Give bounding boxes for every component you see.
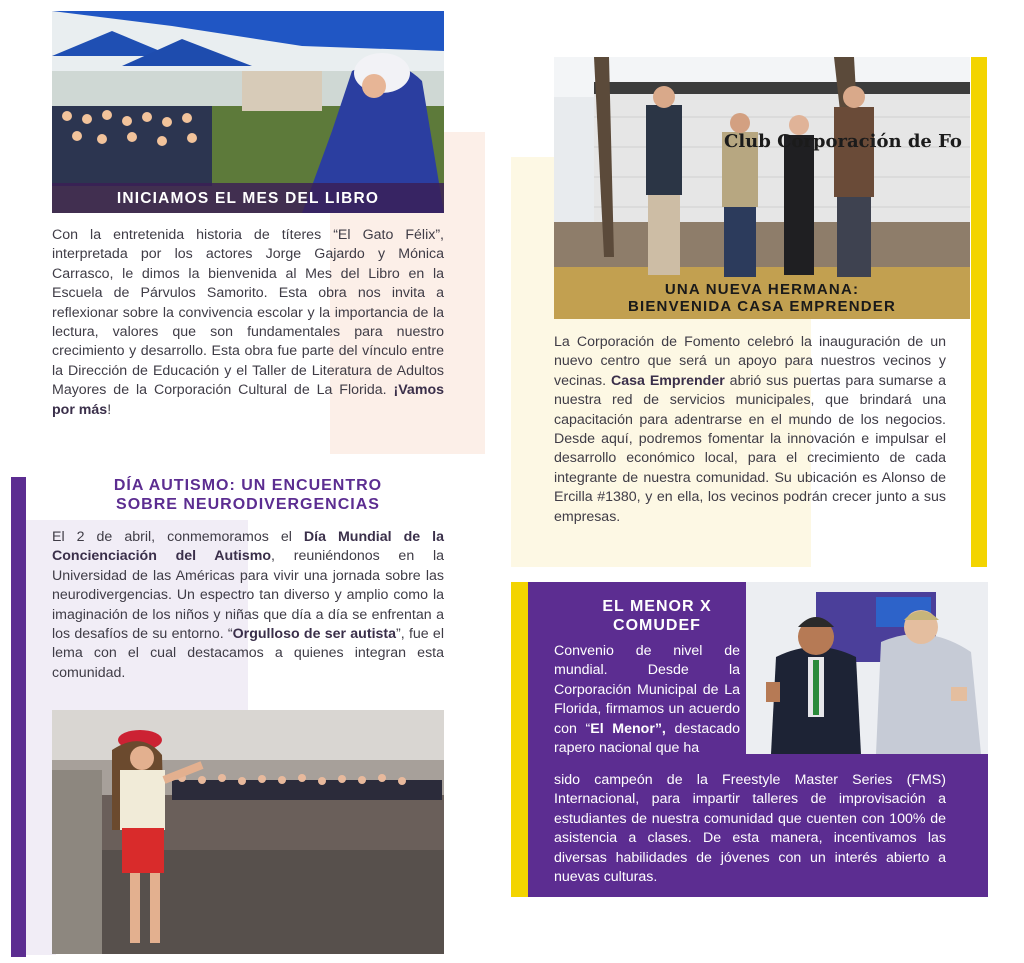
libro-title: INICIAMOS EL MES DEL LIBRO (116, 190, 380, 207)
emprender-title: UNA NUEVA HERMANA: BIENVENIDA CASA EMPRENDER (627, 281, 897, 315)
emprender-photo (554, 57, 970, 319)
menor-body-top: Convenio de nivel de mundial. Desde la Corporación Municipal de La Florida, firmamos un acuerdo con “El Menor”, destacado rapero nacional que ha (554, 643, 740, 757)
autismo-body: El 2 de abril, conmemoramos el Día Mundial de la Concienciación del Autismo, reuniéndonos en la Universidad de las Américas para vivir una jornada sobre las neurodivergencias. Un espectro tan diverso y amplio como la imaginación de los niños y niñas que día a día se enfrentan a los desafíos de su entorno. “Orgulloso de ser autista”, fue el lema con el cual destacamos a quienes integran esta comunidad. (52, 529, 444, 681)
yellow-accent-bar-right (971, 57, 987, 567)
autismo-photo (52, 710, 444, 954)
menor-title: EL MENOR X COMUDEF (602, 598, 712, 634)
libro-photo (52, 11, 444, 213)
building-sign: Club Corporación de Fo (724, 131, 962, 152)
libro-body: Con la entretenida historia de títeres “El Gato Félix”, interpretada por los actores Jorge Gajardo y Mónica Carrasco, le dimos la bienvenida al Mes del Libro en la Escuela de Párvulos Samorito. Esta obra nos invita a reflexionar sobre la convivencia escolar y la importancia de la lectura, valores que son fundamentales para nuestro crecimiento y desarrollo. Esta obra fue parte del vínculo entre la Dirección de Educación y el Taller de Literatura de Adultos Mayores de la Corporación Cultural de La Florida. ¡Vamos por más! (52, 227, 444, 418)
emprender-body: La Corporación de Fomento celebró la inauguración de un nuevo centro que será un apoyo para nuestros vecinos y vecinas. Casa Emprender abrió sus puertas para sumarse a nuestra red de servicios municipales, que brindará una capacitación para adentrarse en el mundo de los negocios. Desde aquí, podremos fomentar la innovación e impulsar el desarrollo económico local, para el crecimiento de cada integrante de nuestra comunidad. Su ubicación es Alonso de Ercilla #1380, y en ella, los vecinos podrán crecer junto a sus empresas. (554, 334, 946, 525)
menor-photo (746, 582, 988, 754)
autismo-title: DÍA AUTISMO: UN ENCUENTRO SOBRE NEURODIVERGENCIAS (113, 477, 383, 513)
libro-cta: ¡Vamos por más (52, 382, 444, 418)
purple-accent-bar-left (11, 477, 26, 957)
menor-yellow-bar (511, 582, 528, 897)
menor-body-bottom: sido campeón de la Freestyle Master Series (FMS) Internacional, para impartir talleres de improvisación a estudiantes de nuestra comunidad que cuenten con 100% de asistencia a clases. De esta manera, incentivamos las diversas habilidades de jóvenes con un interés abierto a nuevas culturas. (554, 772, 946, 886)
